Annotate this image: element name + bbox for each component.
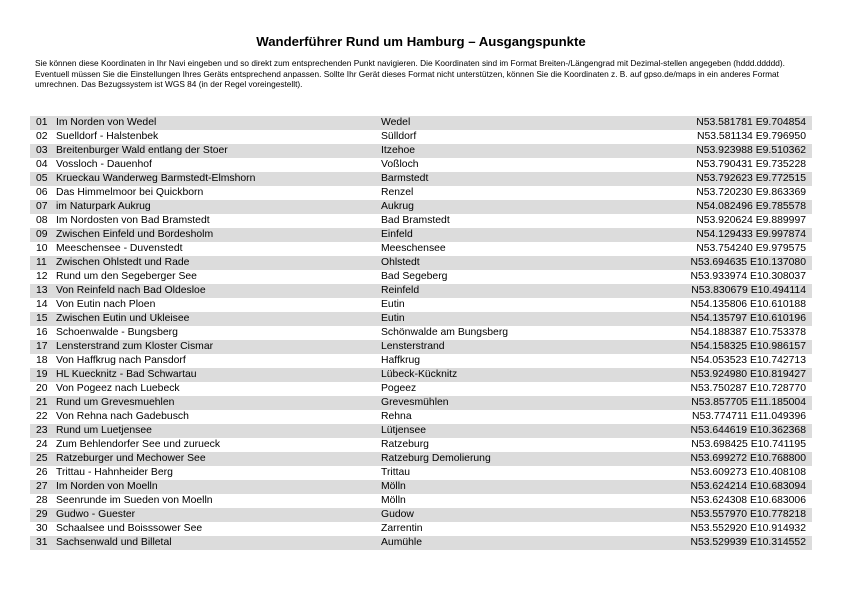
table-row xyxy=(30,382,812,396)
start-place: Ohlstedt xyxy=(381,257,420,268)
table-row xyxy=(30,242,812,256)
row-number: 24 xyxy=(36,439,48,450)
row-number: 03 xyxy=(36,145,48,156)
start-place: Zarrentin xyxy=(381,523,423,534)
table-row xyxy=(30,424,812,438)
route-name: Trittau - Hahnheider Berg xyxy=(56,467,173,478)
gps-coordinates: N53.924980 E10.819427 xyxy=(690,369,806,380)
gps-coordinates: N53.923988 E9.510362 xyxy=(696,145,806,156)
row-number: 12 xyxy=(36,271,48,282)
row-number: 19 xyxy=(36,369,48,380)
intro-paragraph-settings: Eventuell müssen Sie die Einstellungen Ihres Geräts entsprechend anpassen. Sollte Ihr Gerät dieses Format nicht unterstützen, können Sie die Koordinaten z. B. auf gpso.de/maps in ein anderes Format umrechnen. Das Bezugssystem ist WGS 84 (in der Regel voreingestellt). xyxy=(35,68,779,89)
route-name: Von Reinfeld nach Bad Oldesloe xyxy=(56,285,206,296)
route-name: Krueckau Wanderweg Barmstedt-Elmshorn xyxy=(56,173,256,184)
start-place: Itzehoe xyxy=(381,145,416,156)
row-number: 29 xyxy=(36,509,48,520)
gps-coordinates: N53.624308 E10.683006 xyxy=(690,495,806,506)
table-row xyxy=(30,270,812,284)
gps-coordinates: N53.754240 E9.979575 xyxy=(696,243,806,254)
route-name: im Naturpark Aukrug xyxy=(56,201,151,212)
start-place: Eutin xyxy=(381,299,405,310)
gps-coordinates: N53.581134 E9.796950 xyxy=(696,131,806,142)
table-row xyxy=(30,466,812,480)
start-place: Lensterstrand xyxy=(381,341,445,352)
route-name: Schaalsee und Boisssower See xyxy=(56,523,203,534)
intro-paragraph-coordinates: Sie können diese Koordinaten in Ihr Navi eingeben und so direkt zum entsprechenden Punkt navigieren. Die Koordinaten sind im Format Breiten-/Längengrad mit Dezimal-stellen angegeben (hddd.ddddd). xyxy=(35,58,785,68)
start-place: Einfeld xyxy=(381,229,413,240)
gps-coordinates: N53.698425 E10.741195 xyxy=(691,439,806,450)
row-number: 13 xyxy=(36,285,48,296)
route-name: Rund um Luetjensee xyxy=(56,425,152,436)
gps-coordinates: N54.129433 E9.997874 xyxy=(696,229,806,240)
table-row xyxy=(30,256,812,270)
row-number: 15 xyxy=(36,313,48,324)
route-name: Von Pogeez nach Luebeck xyxy=(56,383,180,394)
row-number: 17 xyxy=(36,341,48,352)
start-place: Meeschensee xyxy=(381,243,446,254)
gps-coordinates: N54.135806 E10.610188 xyxy=(690,299,806,310)
table-row xyxy=(30,186,812,200)
route-name: Sachsenwald und Billetal xyxy=(56,537,172,548)
gps-coordinates: N53.774711 E11.049396 xyxy=(691,411,806,422)
start-place: Schönwalde am Bungsberg xyxy=(381,327,509,338)
start-place: Wedel xyxy=(381,117,411,128)
gps-coordinates: N53.699272 E10.768800 xyxy=(690,453,806,464)
route-name: Breitenburger Wald entlang der Stoer xyxy=(56,145,228,156)
gps-coordinates: N54.082496 E9.785578 xyxy=(696,201,806,212)
start-place: Grevesmühlen xyxy=(381,397,449,408)
gps-coordinates: N53.857705 E11.185004 xyxy=(691,397,806,408)
gps-coordinates: N53.790431 E9.735228 xyxy=(696,159,806,170)
table-row xyxy=(30,228,812,242)
page-title: Wanderführer Rund um Hamburg – Ausgangspunkte xyxy=(256,34,586,49)
intro-text xyxy=(35,58,810,90)
start-place: Pogeez xyxy=(381,383,417,394)
route-name: Lensterstrand zum Kloster Cismar xyxy=(56,341,214,352)
row-number: 14 xyxy=(36,299,48,310)
row-number: 10 xyxy=(36,243,48,254)
start-place: Aukrug xyxy=(381,201,414,212)
row-number: 04 xyxy=(36,159,48,170)
route-name: Von Eutin nach Ploen xyxy=(56,299,156,310)
gps-coordinates: N53.581781 E9.704854 xyxy=(696,117,806,128)
row-number: 25 xyxy=(36,453,48,464)
start-place: Ratzeburg Demolierung xyxy=(381,453,491,464)
table-row xyxy=(30,312,812,326)
gps-coordinates: N53.644619 E10.362368 xyxy=(690,425,806,436)
row-number: 11 xyxy=(36,257,47,268)
start-place: Bad Bramstedt xyxy=(381,215,450,226)
row-number: 31 xyxy=(36,537,48,548)
start-place: Haffkrug xyxy=(381,355,421,366)
route-name: Im Norden von Moelln xyxy=(56,481,158,492)
gps-coordinates: N53.720230 E9.863369 xyxy=(696,187,806,198)
route-name: HL Kuecknitz - Bad Schwartau xyxy=(56,369,197,380)
table-row xyxy=(30,396,812,410)
table-row xyxy=(30,284,812,298)
route-name: Vossloch - Dauenhof xyxy=(56,159,152,170)
gps-coordinates: N53.920624 E9.889997 xyxy=(696,215,806,226)
route-name: Von Rehna nach Gadebusch xyxy=(56,411,189,422)
row-number: 21 xyxy=(36,397,48,408)
table-row xyxy=(30,438,812,452)
start-place: Reinfeld xyxy=(381,285,420,296)
table-row xyxy=(30,298,812,312)
gps-coordinates: N53.694635 E10.137080 xyxy=(690,257,806,268)
row-number: 30 xyxy=(36,523,48,534)
gps-coordinates: N53.750287 E10.728770 xyxy=(690,383,806,394)
row-number: 22 xyxy=(36,411,48,422)
start-place: Aumühle xyxy=(381,537,423,548)
gps-coordinates: N53.830679 E10.494114 xyxy=(691,285,806,296)
route-name: Ratzeburger und Mechower See xyxy=(56,453,206,464)
route-name: Zwischen Eutin und Ukleisee xyxy=(56,313,190,324)
table-row xyxy=(30,536,812,550)
gps-coordinates: N53.552920 E10.914932 xyxy=(690,523,806,534)
gps-coordinates: N53.792623 E9.772515 xyxy=(696,173,806,184)
table-row xyxy=(30,508,812,522)
gps-coordinates: N53.609273 E10.408108 xyxy=(690,467,806,478)
start-place: Sülldorf xyxy=(381,131,417,142)
start-place: Voßloch xyxy=(381,159,419,170)
row-number: 08 xyxy=(36,215,48,226)
table-row xyxy=(30,116,812,130)
row-number: 01 xyxy=(36,117,48,128)
table-row xyxy=(30,354,812,368)
table-row xyxy=(30,200,812,214)
table-row xyxy=(30,172,812,186)
gps-coordinates: N53.529939 E10.314552 xyxy=(690,537,806,548)
start-place: Gudow xyxy=(381,509,414,520)
gps-coordinates: N54.053523 E10.742713 xyxy=(690,355,806,366)
route-name: Schoenwalde - Bungsberg xyxy=(56,327,178,338)
route-name: Das Himmelmoor bei Quickborn xyxy=(56,187,204,198)
route-name: Suelldorf - Halstenbek xyxy=(56,131,159,142)
row-number: 05 xyxy=(36,173,48,184)
start-place: Mölln xyxy=(381,495,406,506)
table-row xyxy=(30,452,812,466)
row-number: 26 xyxy=(36,467,48,478)
route-name: Zwischen Einfeld und Bordesholm xyxy=(56,229,214,240)
start-place: Mölln xyxy=(381,481,406,492)
route-name: Meeschensee - Duvenstedt xyxy=(56,243,183,254)
route-name: Rund um den Segeberger See xyxy=(56,271,197,282)
table-row xyxy=(30,130,812,144)
route-name: Zum Behlendorfer See und zurueck xyxy=(56,439,221,450)
table-row xyxy=(30,158,812,172)
gps-coordinates: N54.158325 E10.986157 xyxy=(690,341,806,352)
start-place: Barmstedt xyxy=(381,173,429,184)
table-row xyxy=(30,494,812,508)
route-name: Im Norden von Wedel xyxy=(56,117,157,128)
route-name: Zwischen Ohlstedt und Rade xyxy=(56,257,190,268)
table-row xyxy=(30,480,812,494)
row-number: 02 xyxy=(36,131,48,142)
start-place: Renzel xyxy=(381,187,414,198)
gps-coordinates: N54.188387 E10.753378 xyxy=(690,327,806,338)
row-number: 20 xyxy=(36,383,48,394)
table-row xyxy=(30,326,812,340)
start-place: Ratzeburg xyxy=(381,439,429,450)
starting-points-table xyxy=(30,116,812,550)
start-place: Rehna xyxy=(381,411,412,422)
table-row xyxy=(30,340,812,354)
start-place: Eutin xyxy=(381,313,405,324)
start-place: Trittau xyxy=(381,467,411,478)
table-row xyxy=(30,214,812,228)
table-row xyxy=(30,410,812,424)
table-row xyxy=(30,522,812,536)
gps-coordinates: N53.557970 E10.778218 xyxy=(690,509,806,520)
row-number: 18 xyxy=(36,355,48,366)
row-number: 06 xyxy=(36,187,48,198)
gps-coordinates: N53.933974 E10.308037 xyxy=(690,271,806,282)
route-name: Seenrunde im Sueden von Moelln xyxy=(56,495,213,506)
gps-coordinates: N54.135797 E10.610196 xyxy=(690,313,806,324)
table-row xyxy=(30,144,812,158)
start-place: Lübeck-Kücknitz xyxy=(381,369,458,380)
row-number: 07 xyxy=(36,201,48,212)
row-number: 16 xyxy=(36,327,48,338)
start-place: Bad Segeberg xyxy=(381,271,448,282)
table-row xyxy=(30,368,812,382)
start-place: Lütjensee xyxy=(381,425,427,436)
route-name: Rund um Grevesmuehlen xyxy=(56,397,175,408)
route-name: Gudwo - Guester xyxy=(56,509,136,520)
row-number: 28 xyxy=(36,495,48,506)
route-name: Im Nordosten von Bad Bramstedt xyxy=(56,215,210,226)
route-name: Von Haffkrug nach Pansdorf xyxy=(56,355,186,366)
row-number: 09 xyxy=(36,229,48,240)
gps-coordinates: N53.624214 E10.683094 xyxy=(690,481,806,492)
row-number: 23 xyxy=(36,425,48,436)
row-number: 27 xyxy=(36,481,48,492)
